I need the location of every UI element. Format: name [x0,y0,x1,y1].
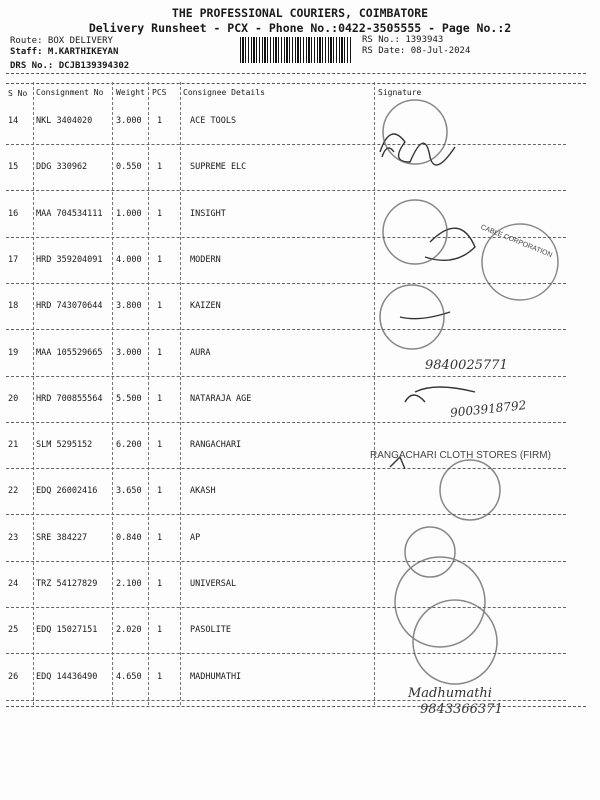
row-consignment-no: EDQ 26002416 [36,486,98,497]
row-pcs: 1 [157,254,163,265]
row-weight: 5.500 [116,393,142,404]
signature-phone-madhumathi: 9843366371 [420,702,503,717]
signature-phone-aura: 9840025771 [425,358,508,373]
row-consignee: MADHUMATHI [190,671,242,682]
stamp-insight [383,200,447,264]
row-weight: 3.000 [116,347,142,358]
row-weight: 4.650 [116,671,142,682]
row-consignment-no: DDG 330962 [36,162,88,173]
row-weight: 0.550 [116,162,142,173]
row-consignment-no: MAA 704534111 [36,208,103,219]
row-consignment-no: HRD 359204091 [36,254,103,265]
row-sno: 20 [8,393,19,404]
row-consignment-no: SLM 5295152 [36,440,93,451]
header-divider-top [6,73,586,74]
row-weight: 4.000 [116,254,142,265]
stamp-pasolite [413,600,497,684]
row-pcs: 1 [157,301,163,312]
row-consignment-no: EDQ 15027151 [36,625,98,636]
row-consignee: UNIVERSAL [190,579,237,589]
row-pcs: 1 [157,440,163,451]
row-weight: 6.200 [116,440,142,451]
row-pcs: 1 [157,486,163,497]
col-head-signature: Signature [378,88,422,97]
row-weight: 0.840 [116,532,142,543]
row-sno: 19 [8,347,19,358]
row-pcs: 1 [157,625,163,636]
stamp-ace-tools [383,100,447,164]
row-consignee: INSIGHT [190,208,226,219]
row-pcs: 1 [157,532,163,543]
col-head-consignee: Consignee Details [183,88,265,97]
row-consignment-no: HRD 743070644 [36,301,103,312]
row-consignment-no: SRE 384227 [36,532,88,543]
row-consignee: AURA [190,347,211,358]
row-sno: 16 [8,208,19,219]
row-pcs: 1 [157,347,163,358]
row-weight: 2.100 [116,579,142,589]
row-weight: 2.020 [116,625,142,636]
col-head-consignment: Consignment No [36,88,104,97]
col-head-weight: Weight [116,88,145,97]
row-sno: 23 [8,532,19,543]
row-pcs: 1 [157,208,163,219]
row-sno: 18 [8,301,19,312]
signature-madhumathi: Madhumathi [408,686,492,701]
row-sno: 22 [8,486,19,497]
row-sno: 14 [8,116,19,126]
row-consignee: AP [190,532,201,543]
row-sno: 26 [8,671,19,682]
stamp-akash [440,460,500,520]
row-pcs: 1 [157,162,163,173]
row-consignee: MODERN [190,254,221,265]
col-head-sno: S No [8,89,28,98]
staff-label: Staff: M.KARTHIKEYAN [10,47,119,57]
row-weight: 3.800 [116,301,142,312]
barcode [240,37,352,63]
row-consignee: RANGACHARI [190,440,242,451]
runsheet-subtitle: Delivery Runsheet - PCX - Phone No.:0422-3505555 - Page No.:2 [88,21,512,35]
stamp-cable-text: CABLE CORPORATION [479,223,554,260]
stamp-ap-dinesh [405,527,455,577]
row-pcs: 1 [157,579,163,589]
footer-divider [6,706,586,707]
row-sno: 17 [8,254,19,265]
row-pcs: 1 [157,116,163,126]
row-consignee: ACE TOOLS [190,116,237,126]
signature-scribbles [360,82,580,722]
row-sno: 15 [8,162,19,173]
signature-phone-nataraja: 9003918792 [449,398,527,420]
row-consignee: PASOLITE [190,625,231,636]
row-sno: 25 [8,625,19,636]
route-label: Route: BOX DELIVERY [10,36,113,46]
row-consignee: KAIZEN [190,301,221,312]
row-consignee: NATARAJA AGE [190,393,252,404]
row-consignment-no: MAA 105529665 [36,347,103,358]
row-consignment-no: HRD 700855564 [36,393,103,404]
drs-number: DRS No.: DCJB139394302 [10,61,130,71]
stamp-rangachari: RANGACHARI CLOTH STORES (FIRM) [370,450,551,461]
row-weight: 1.000 [116,208,142,219]
row-consignment-no: TRZ 54127829 [36,579,98,589]
rs-date: RS Date: 08-Jul-2024 [362,46,471,56]
row-sno: 24 [8,579,19,589]
row-consignee: AKASH [190,486,216,497]
row-consignee: SUPREME ELC [190,162,247,173]
row-consignment-no: NKL 3404020 [36,116,93,126]
col-head-pcs: PCS [152,88,167,97]
row-consignment-no: EDQ 14436490 [36,671,98,682]
company-title: THE PROFESSIONAL COURIERS, COIMBATORE [171,6,429,20]
row-sno: 21 [8,440,19,451]
row-pcs: 1 [157,393,163,404]
row-weight: 3.000 [116,116,142,126]
row-weight: 3.650 [116,486,142,497]
rs-number: RS No.: 1393943 [362,35,444,45]
row-pcs: 1 [157,671,163,682]
